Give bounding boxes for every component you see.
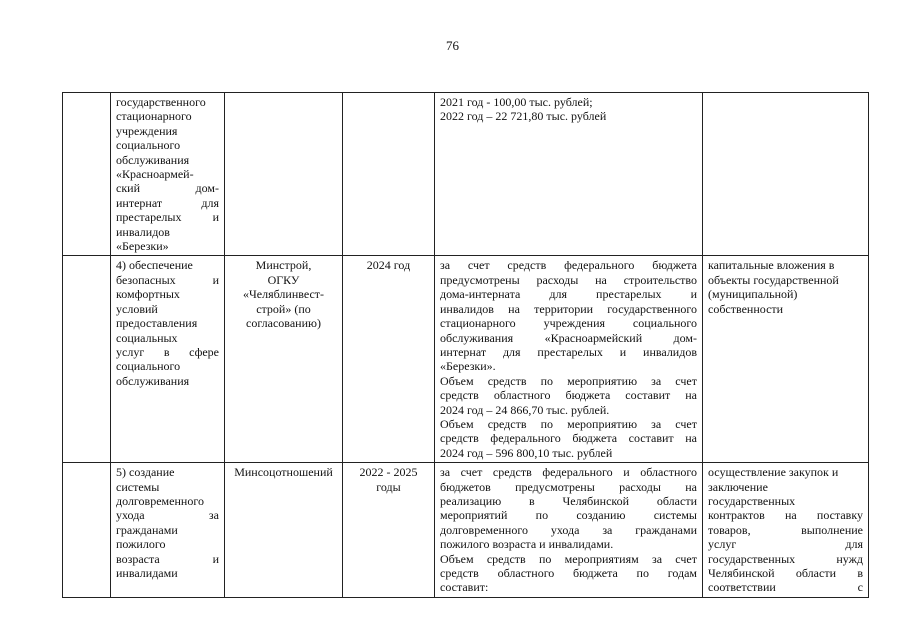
funding-line: средств федерального бюджета составит на (440, 431, 697, 446)
executor-line: строй» (по (256, 301, 311, 316)
measure-name-line: системы (116, 479, 160, 494)
funding-line: 2022 год – 22 721,80 тыс. рублей (440, 109, 607, 124)
result-line: услуг для (708, 537, 863, 552)
funding-line: долговременного ухода за гражданами (440, 522, 697, 537)
funding-line: за счет средств федерального и областного (440, 465, 697, 480)
measure-name-line: социального (116, 138, 181, 153)
measure-name-line: гражданами (116, 522, 178, 537)
measure-name-line: «Березки» (116, 239, 169, 254)
result-line: Челябинской области в (708, 566, 863, 580)
measure-name-cell (111, 256, 225, 463)
measure-name-line: инвалидами (116, 566, 178, 580)
measure-name-line: инвалидов (116, 224, 170, 239)
funding-line: пожилого возраста и инвалидами. (440, 537, 614, 552)
result-line: государственных нужд (708, 551, 863, 566)
executor-line: «Челяблинвест- (242, 287, 325, 302)
row-number-cell (63, 463, 111, 598)
executor-line: согласованию) (246, 316, 321, 331)
funding-line: за счет средств федерального бюджета (440, 258, 697, 273)
executor-cell (225, 463, 343, 598)
measure-name-line: социального (116, 359, 181, 374)
measure-name-line: возраста и (116, 551, 219, 566)
measure-name-line: престарелых и (116, 210, 219, 225)
measure-name-line: «Красноармей- (116, 167, 194, 182)
measure-name-line: пожилого (116, 537, 166, 552)
funding-cell (435, 256, 703, 463)
measure-name-cell (111, 93, 225, 256)
result-cell (703, 463, 869, 598)
measure-name-line: государственного (116, 95, 206, 109)
row-number-cell (63, 93, 111, 256)
measure-name-line: 5) создание (116, 465, 175, 480)
funding-line: бюджетов предусмотрены расходы на (440, 479, 697, 494)
result-line: осуществление закупок и (708, 465, 839, 480)
result-line: товаров, выполнение (708, 522, 863, 537)
result-line: (муниципальной) (708, 287, 798, 302)
table-row (63, 463, 869, 598)
result-line: капитальные вложения в (708, 258, 835, 273)
measure-name-line: интернат для (116, 195, 219, 210)
result-line: объекты государственной (708, 272, 839, 287)
result-line: заключение (708, 479, 768, 494)
result-line: контрактов на поставку (708, 508, 863, 523)
term-text: 2022 - 2025 годы (359, 465, 418, 494)
funding-line: Объем средств по мероприятию за счет (440, 416, 697, 431)
measure-name-line: предоставления (116, 316, 198, 331)
measure-name-line: услуг в сфере (116, 344, 219, 359)
measure-name-line: обслуживания (116, 152, 190, 167)
executor-cell (225, 93, 343, 256)
funding-line: мероприятий по созданию системы (440, 508, 697, 523)
funding-line: средств областного бюджета по годам (440, 566, 697, 580)
funding-line: обслуживания «Красноармейский дом- (440, 330, 697, 345)
term-cell (343, 463, 435, 598)
funding-cell (435, 463, 703, 598)
funding-line: 2024 год – 24 866,70 тыс. рублей. (440, 402, 610, 417)
page-number: 76 (446, 38, 459, 53)
executor-line: Минсоцотношений (234, 465, 333, 480)
table-row (63, 256, 869, 463)
measure-name-cell (111, 463, 225, 598)
funding-line: «Березки». (440, 359, 496, 374)
funding-line: Объем средств по мероприятиям за счет (440, 551, 697, 566)
term-cell (343, 256, 435, 463)
measure-name-line: условий (116, 301, 158, 316)
funding-line: интернат для престарелых и инвалидов (440, 344, 697, 359)
executor-line: ОГКУ (267, 272, 300, 287)
measure-name-line: обслуживания (116, 373, 190, 388)
result-line: соответствии с (708, 580, 863, 595)
result-line: собственности (708, 301, 784, 316)
funding-line: средств областного бюджета составит на (440, 388, 697, 403)
measure-name-line: безопасных и (116, 272, 219, 287)
executor-cell (225, 256, 343, 463)
result-cell (703, 256, 869, 463)
table-row (63, 93, 869, 256)
funding-line: инвалидов на территории государственного (440, 301, 697, 316)
funding-cell (435, 93, 703, 256)
executor-line: Минстрой, (255, 258, 312, 273)
result-line: государственных (708, 493, 796, 508)
row-number-cell (63, 256, 111, 463)
funding-line: Объем средств по мероприятию за счет (440, 373, 697, 388)
measure-name-line: ухода за (116, 508, 219, 523)
funding-line: стационарного учреждения социального (440, 316, 697, 331)
measure-name-line: социальных (116, 330, 178, 345)
funding-line: 2021 год - 100,00 тыс. рублей; (440, 95, 593, 109)
funding-line: дома-интерната для престарелых и (440, 287, 697, 302)
term-text: 2024 год (366, 258, 411, 273)
result-cell (703, 93, 869, 256)
funding-line: предусмотрены расходы на строительство (440, 272, 697, 287)
measure-name-line: 4) обеспечение (116, 258, 193, 273)
measure-name-line: учреждения (116, 123, 178, 138)
measure-name-line: стационарного (116, 109, 192, 124)
funding-line: 2024 год – 596 800,10 тыс. рублей (440, 445, 613, 460)
funding-line: реализацию в Челябинской области (440, 493, 697, 508)
funding-line: составит: (440, 580, 489, 595)
measure-name-line: комфортных (116, 287, 180, 302)
measures-table (62, 92, 869, 598)
measure-name-line: ский дом- (116, 181, 219, 196)
measure-name-line: долговременного (116, 493, 204, 508)
term-cell (343, 93, 435, 256)
